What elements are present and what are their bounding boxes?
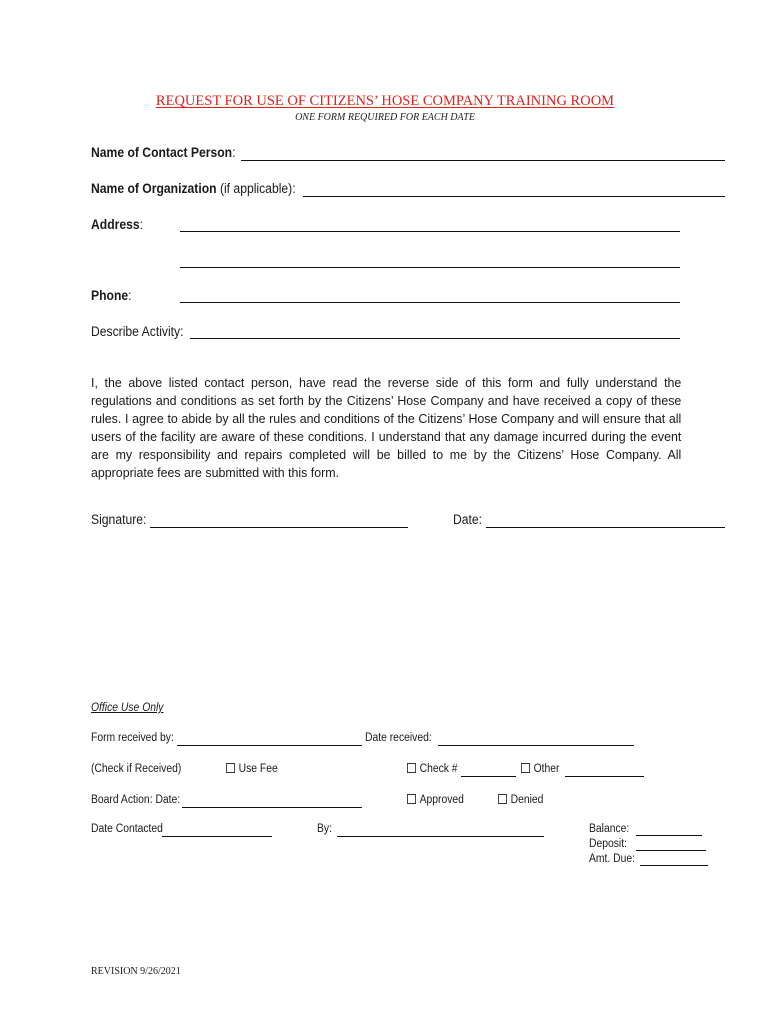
by-label: By: [317,823,332,835]
board-action-date-field[interactable] [182,807,362,808]
address-label: Address: [91,217,144,232]
checkbox-icon [407,763,416,773]
deposit-field[interactable] [636,850,706,851]
checkbox-icon [521,763,530,773]
organization-field[interactable] [303,196,725,197]
deposit-label: Deposit: [589,838,627,850]
amt-due-label: Amt. Due: [589,853,636,865]
date-received-field[interactable] [438,745,634,746]
check-if-received-label: (Check if Received) [91,763,182,775]
denied-checkbox[interactable]: Denied [498,794,543,806]
balance-label: Balance: [589,823,630,835]
checkbox-icon [498,794,507,804]
organization-label: Name of Organization (if applicable): [91,181,296,196]
signature-field[interactable] [150,527,408,528]
agreement-text: I, the above listed contact person, have read the reverse side of this form and fully understand the regulations and conditions as set forth by the Citizens’ Hose Company and have received a copy of these rules. I agree to abide by all the rules and conditions of the Citizens’ Hose Company and will ensure that all users of the facility are aware of these conditions. I understand that any damage incurred during the event are my responsibility and repairs completed will be billed to me by the Citizens’ Hose Company. All appropriate fees are submitted with this form. [91,375,682,480]
form-subtitle: ONE FORM REQUIRED FOR EACH DATE [295,112,475,123]
phone-field[interactable] [180,302,680,303]
date-label: Date: [453,512,483,527]
revision-date: REVISION 9/26/2021 [91,966,181,977]
form-received-label: Form received by: [91,732,174,744]
checkbox-icon [226,763,235,773]
check-number-field[interactable] [461,776,516,777]
signature-label: Signature: [91,512,147,527]
address-field-line2[interactable] [180,267,680,268]
form-received-field[interactable] [177,745,362,746]
form-title: REQUEST FOR USE OF CITIZENS’ HOSE COMPANY TRAINING ROOM [155,93,615,109]
date-contacted-field[interactable] [162,836,272,837]
date-contacted-label: Date Contacted [91,823,163,835]
amt-due-field[interactable] [640,865,708,866]
phone-label: Phone: [91,288,132,303]
use-fee-checkbox[interactable]: Use Fee [226,763,278,775]
by-field[interactable] [337,836,544,837]
check-number-checkbox[interactable]: Check # [407,763,458,775]
approved-checkbox[interactable]: Approved [407,794,464,806]
other-field[interactable] [565,776,644,777]
contact-person-label: Name of Contact Person: [91,145,236,160]
office-use-title: Office Use Only [91,702,164,714]
address-field-line1[interactable] [180,231,680,232]
activity-field[interactable] [190,338,680,339]
activity-label: Describe Activity: [91,324,184,339]
other-checkbox[interactable]: Other [521,763,559,775]
date-field[interactable] [486,527,725,528]
date-received-label: Date received: [365,732,432,744]
balance-field[interactable] [636,835,702,836]
contact-person-field[interactable] [241,160,725,161]
checkbox-icon [407,794,416,804]
board-action-label: Board Action: Date: [91,794,181,806]
